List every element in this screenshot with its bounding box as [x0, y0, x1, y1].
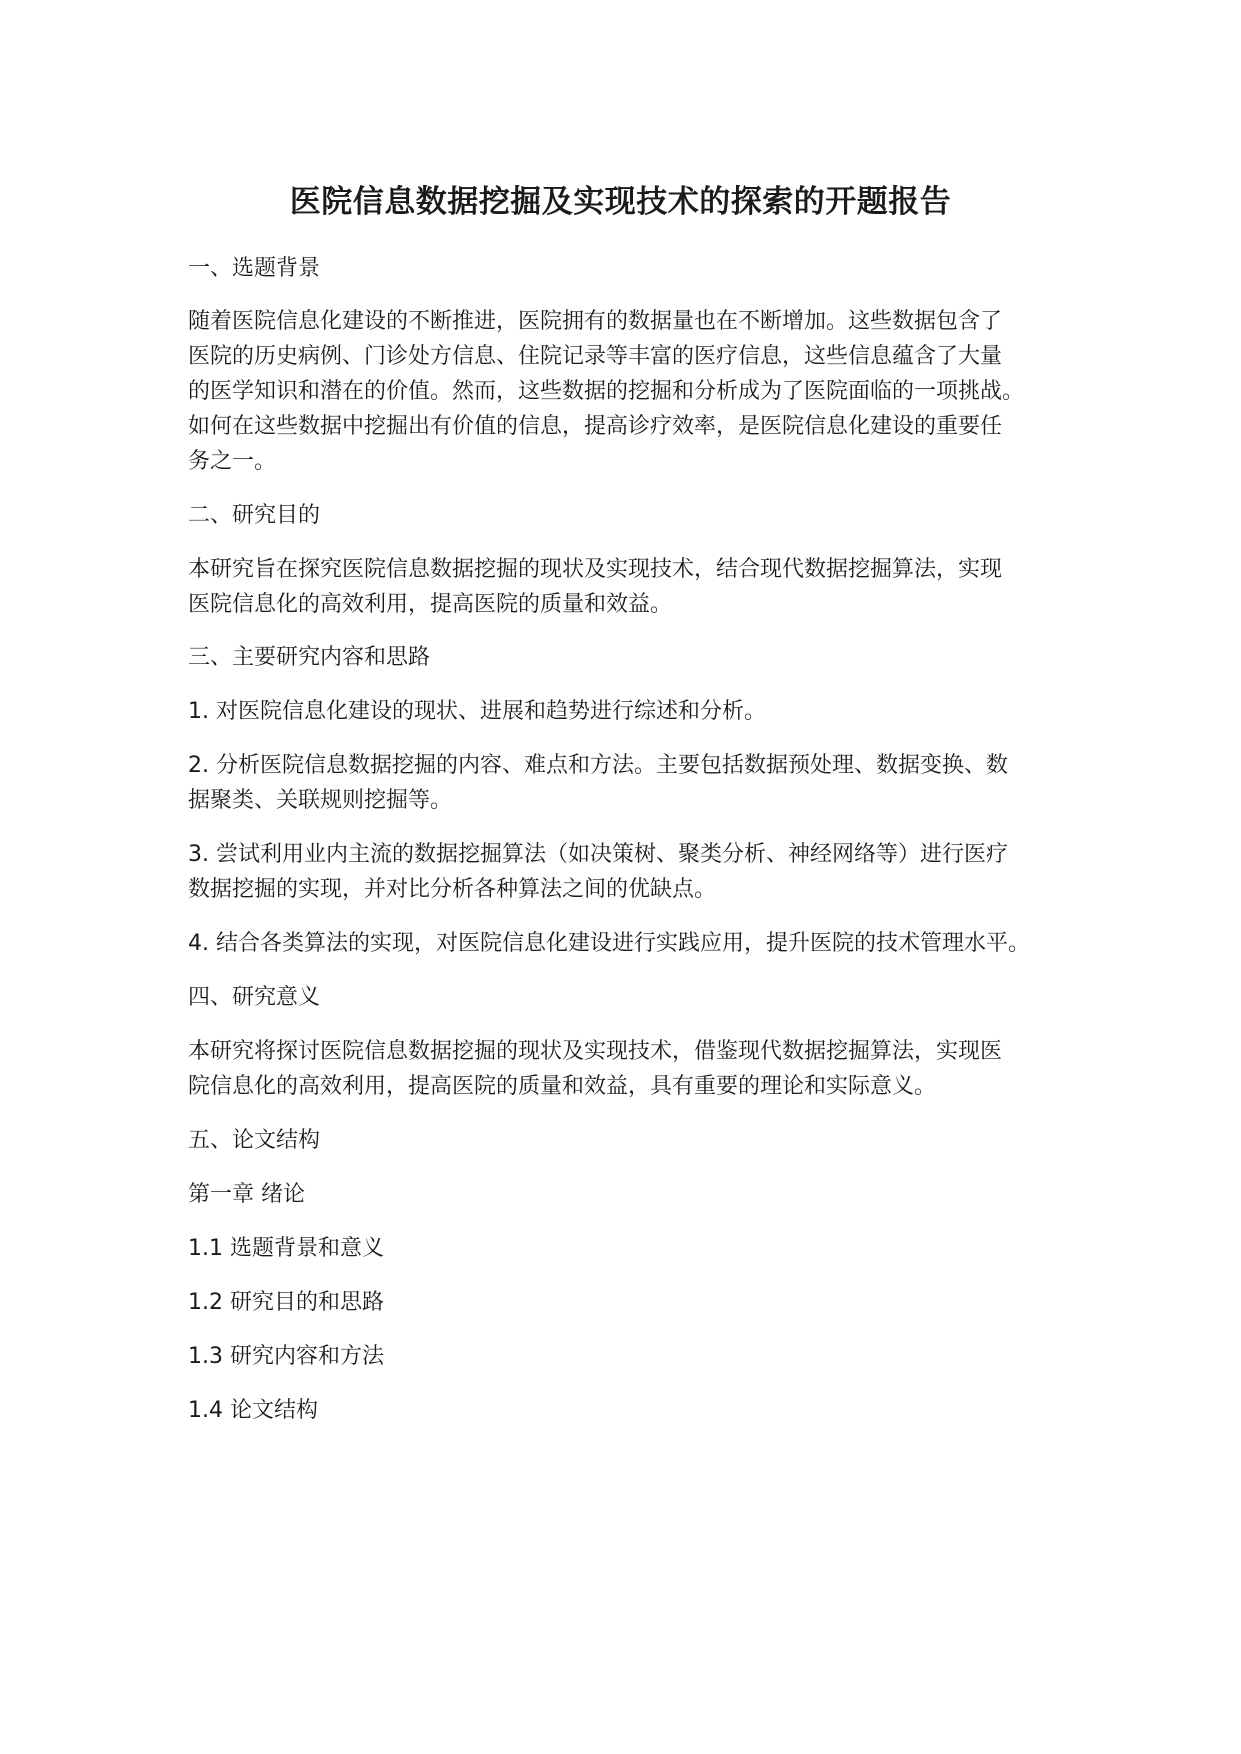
- paragraph-line: 的医学知识和潜在的价值。然而，这些数据的挖掘和分析成为了医院面临的一项挑战。: [188, 379, 1025, 404]
- section-heading-background: 一、选题背景: [188, 256, 321, 281]
- paragraph-line: 本研究将探讨医院信息数据挖掘的现状及实现技术，借鉴现代数据挖掘算法，实现医: [188, 1039, 1003, 1064]
- list-item-line: 4. 结合各类算法的实现，对医院信息化建设进行实践应用，提升医院的技术管理水平。: [188, 931, 1030, 956]
- section-heading-purpose: 二、研究目的: [188, 503, 321, 528]
- list-item-line: 3. 尝试利用业内主流的数据挖掘算法（如决策树、聚类分析、神经网络等）进行医疗: [188, 842, 1008, 867]
- section-heading-structure: 五、论文结构: [188, 1128, 321, 1153]
- paragraph-line: 医院的历史病例、门诊处方信息、住院记录等丰富的医疗信息，这些信息蕴含了大量: [188, 344, 1003, 369]
- list-item-line: 数据挖掘的实现，并对比分析各种算法之间的优缺点。: [188, 877, 717, 902]
- paragraph-line: 院信息化的高效利用，提高医院的质量和效益，具有重要的理论和实际意义。: [188, 1074, 937, 1099]
- subsection-item: 1.4 论文结构: [188, 1398, 318, 1423]
- list-item-line: 据聚类、关联规则挖掘等。: [188, 788, 453, 813]
- paragraph-line: 如何在这些数据中挖掘出有价值的信息，提高诊疗效率，是医院信息化建设的重要任: [188, 414, 1003, 439]
- paragraph-line: 本研究旨在探究医院信息数据挖掘的现状及实现技术，结合现代数据挖掘算法，实现: [188, 557, 1003, 582]
- chapter-heading: 第一章 绪论: [188, 1182, 305, 1207]
- subsection-item: 1.3 研究内容和方法: [188, 1344, 384, 1369]
- section-heading-significance: 四、研究意义: [188, 985, 321, 1010]
- section-heading-content: 三、主要研究内容和思路: [188, 645, 431, 670]
- subsection-item: 1.1 选题背景和意义: [188, 1236, 384, 1261]
- list-item-line: 2. 分析医院信息数据挖掘的内容、难点和方法。主要包括数据预处理、数据变换、数: [188, 753, 1008, 778]
- paragraph-line: 随着医院信息化建设的不断推进，医院拥有的数据量也在不断增加。这些数据包含了: [188, 309, 1003, 334]
- document-title: 医院信息数据挖掘及实现技术的探索的开题报告: [289, 184, 952, 220]
- paragraph-line: 医院信息化的高效利用，提高医院的质量和效益。: [188, 592, 673, 617]
- paragraph-line: 务之一。: [188, 449, 277, 474]
- subsection-item: 1.2 研究目的和思路: [188, 1290, 384, 1315]
- list-item-line: 1. 对医院信息化建设的现状、进展和趋势进行综述和分析。: [188, 699, 766, 724]
